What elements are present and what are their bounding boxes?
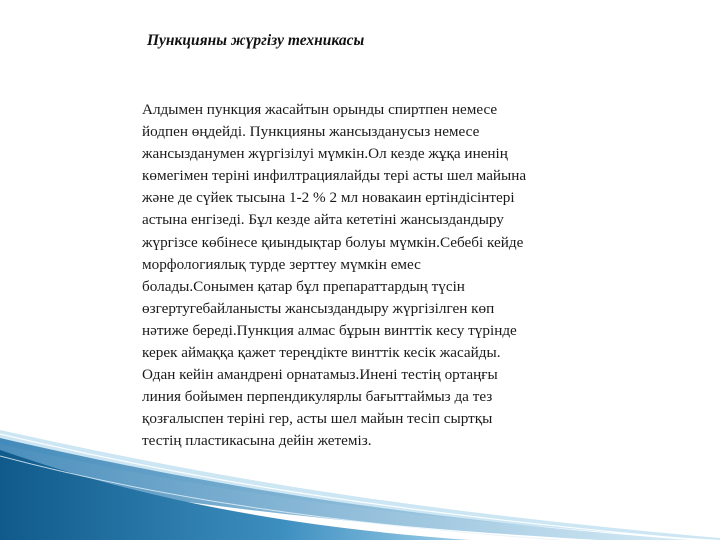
body-line: өзгертугебайланысты жансыздандыру жүргізілген көп	[142, 299, 495, 317]
body-line: болады.Сонымен қатар бұл препараттардың түсін	[142, 277, 465, 295]
body-line: нәтиже береді.Пункция алмас бұрын винттік кесу түрінде	[142, 321, 517, 339]
body-line: көмегімен теріні инфилтрациялайды тері асты шел майына	[142, 167, 527, 185]
body-line: жансызданумен жүргізілуі мүмкін.Ол кезде жұқа иненің	[142, 145, 508, 163]
body-line: керек аймаққа қажет тереңдікте винттік кесік жасайды.	[142, 344, 501, 362]
decorative-wave-graphic	[0, 430, 720, 540]
body-line: қозғалыспен теріні гер, асты шел майын тесіп сыртқы	[142, 410, 493, 428]
body-line: морфологиялық турде зерттеу мүмкін емес	[142, 255, 421, 273]
body-line: астына енгізеді. Бұл кезде айта кететіні жансыздандыру	[142, 211, 504, 229]
body-line: линия бойымен перпендикулярлы бағыттаймыз да тез	[142, 388, 493, 406]
body-line: тестің пластикасына дейін жетеміз.	[142, 432, 372, 450]
body-line: йодпен өңдейді. Пункцияны жансызданусыз немесе	[142, 123, 480, 141]
body-line: және де сүйек тысына 1-2 % 2 мл новакаин ертіндісінтері	[142, 189, 515, 207]
body-line: Одан кейін амандрені орнатамыз.Инені тестің ортаңғы	[142, 366, 498, 384]
slide-title: Пункцияны жүргізу техникасы	[147, 32, 365, 49]
body-line: Алдымен пункция жасайтын орынды спиртпен немесе	[142, 101, 498, 118]
body-line: жүргізсе көбінесе қиындықтар болуы мүмкін.Себебі кейде	[142, 233, 524, 251]
slide-body-text	[142, 99, 602, 453]
